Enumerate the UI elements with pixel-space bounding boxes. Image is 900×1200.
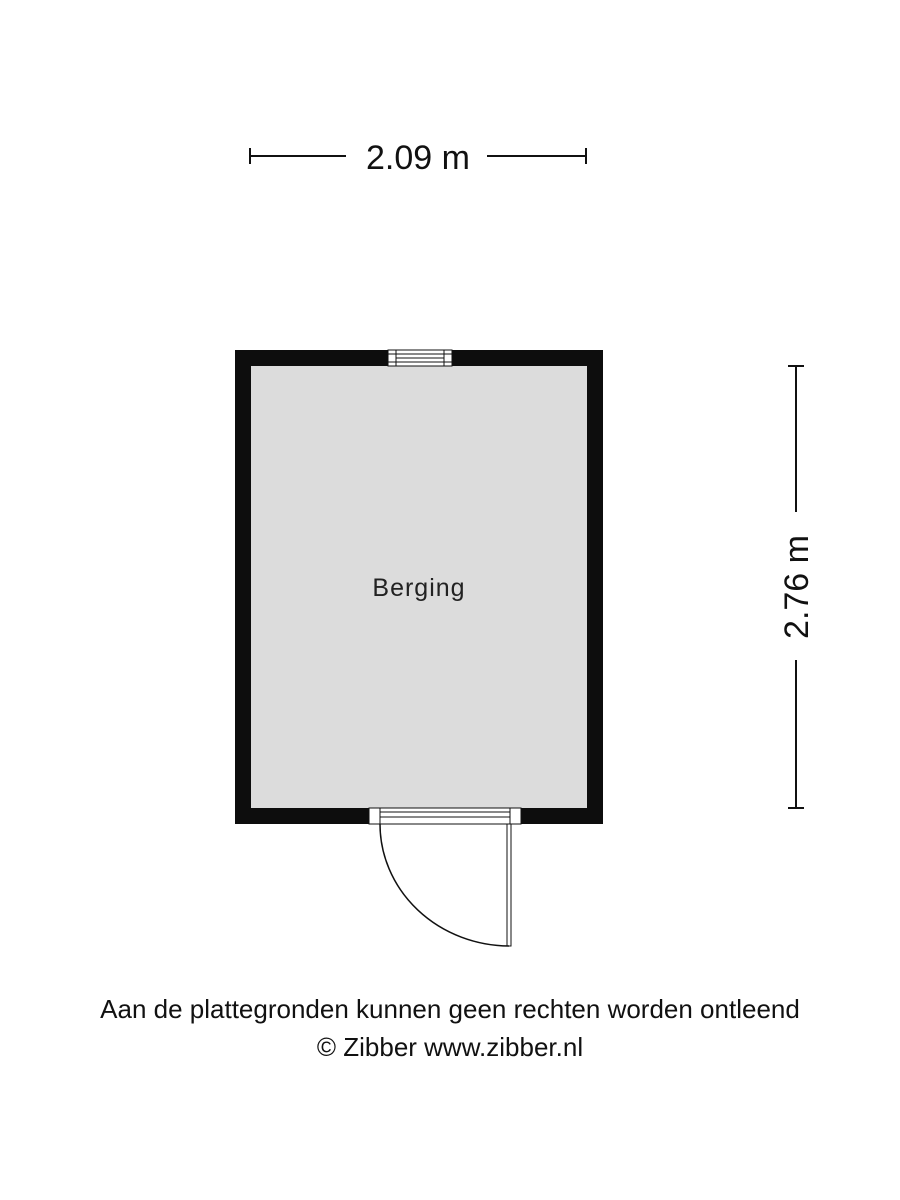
depth-dimension (778, 366, 816, 808)
door-swing-arc (380, 824, 509, 946)
width-dimension (250, 139, 586, 177)
door-bottom (369, 808, 521, 946)
window-top (388, 350, 452, 366)
room-label: Berging (372, 574, 466, 602)
footer-credit: © Zibber www.zibber.nl (316, 1032, 584, 1062)
door-leaf (507, 824, 511, 946)
width-dimension-label: 2.09 m (366, 139, 470, 177)
footer-disclaimer: Aan de plattegronden kunnen geen rechten worden ontleend (100, 994, 800, 1024)
room-berging (235, 350, 603, 824)
depth-dimension-label: 2.76 m (778, 535, 816, 639)
